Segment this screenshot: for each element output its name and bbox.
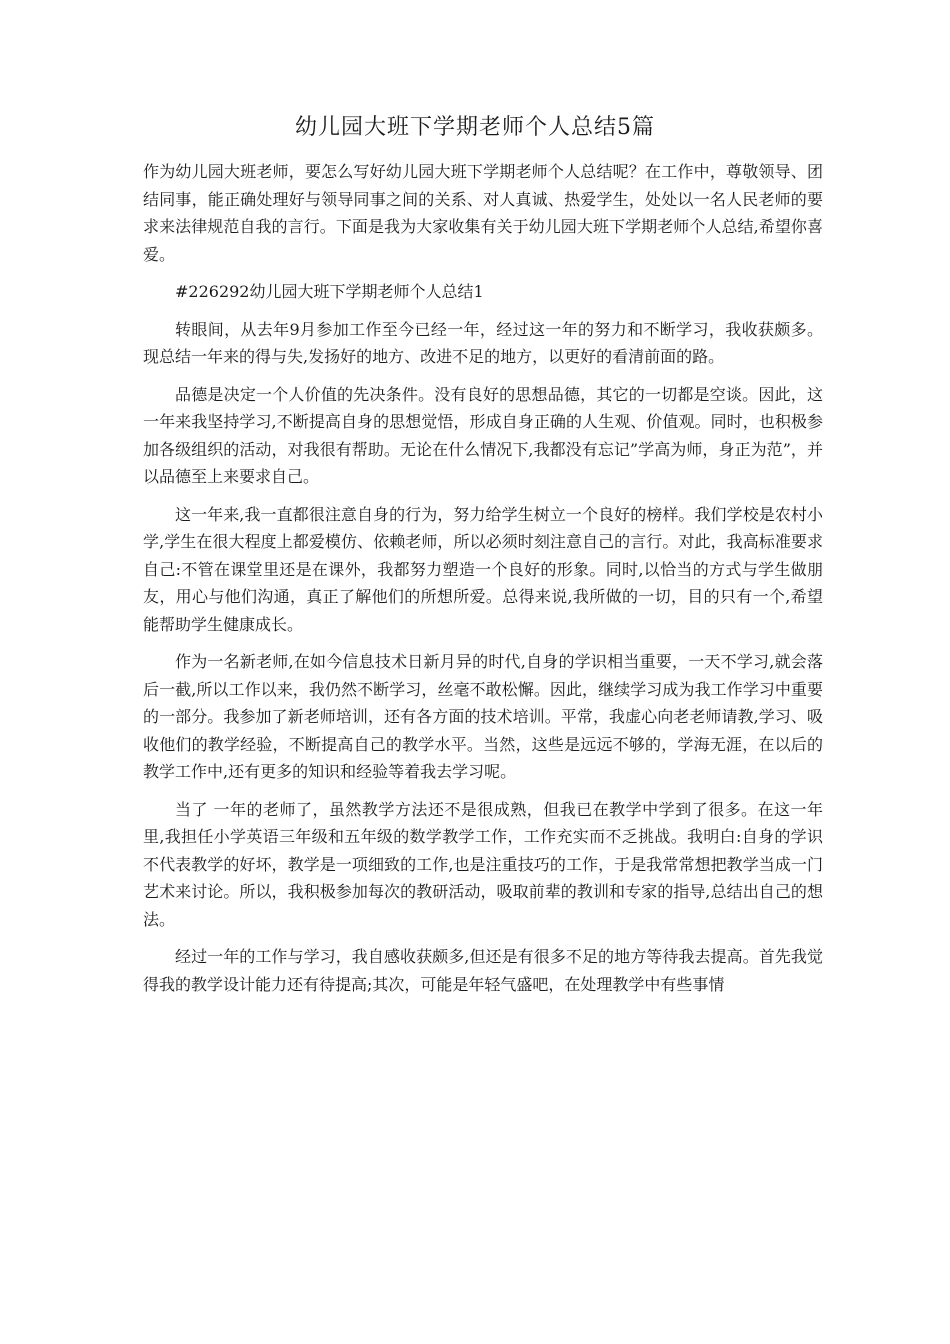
section-heading: #226292幼儿园大班下学期老师个人总结1	[175, 282, 484, 301]
document-title: 幼儿园大班下学期老师个人总结5篇	[295, 115, 655, 140]
body-paragraph: 这一年来,我一直都很注意自身的行为，努力给学生树立一个良好的榜样。我们学校是农村小学,学生在很大程度上都爱模仿、依赖老师，所以必须时刻注意自己的言行。对此，我高标准要求自己:不管在课堂里还是在课外，我都努力塑造一个良好的形象。同时,以恰当的方式与学生做朋友，用心与他们沟通，真正了解他们的所想所爱。总得来说,我所做的一切，目的只有一个,希望能帮助学生健康成长。	[143, 504, 823, 634]
body-paragraph: 当了 一年的老师了，虽然教学方法还不是很成熟，但我已在教学中学到了很多。在这一年里,我担任小学英语三年级和五年级的数学教学工作，工作充实而不乏挑战。我明白:自身的学识不代表教学的好坏，教学是一项细致的工作,也是注重技巧的工作，于是我常常想把教学当成一门艺术来讨论。所以，我积极参加每次的教研活动，吸取前辈的教训和专家的指导,总结出自己的想法。	[143, 799, 823, 929]
body-paragraph: 转眼间，从去年9月参加工作至今已经一年，经过这一年的努力和不断学习，我收获颇多。现总结一年来的得与失,发扬好的地方、改进不足的地方，以更好的看清前面的路。	[143, 319, 823, 366]
intro-paragraph: 作为幼儿园大班老师，要怎么写好幼儿园大班下学期老师个人总结呢？在工作中，尊敬领导、团结同事，能正确处理好与领导同事之间的关系、对人真诚、热爱学生，处处以一名人民老师的要求来法律规范自我的言行。下面是我为大家收集有关于幼儿园大班下学期老师个人总结,希望你喜爱。	[143, 162, 823, 264]
document-body	[143, 158, 823, 1008]
body-paragraph: 作为一名新老师,在如今信息技术日新月异的时代,自身的学识相当重要，一天不学习,就会落后一截,所以工作以来，我仍然不断学习，丝毫不敢松懈。因此，继续学习成为我工作学习中重要的一部分。我参加了新老师培训，还有各方面的技术培训。平常，我虚心向老老师请教,学习、吸收他们的教学经验，不断提高自己的教学水平。当然，这些是远远不够的，学海无涯，在以后的教学工作中,还有更多的知识和经验等着我去学习呢。	[143, 652, 823, 781]
body-paragraph: 经过一年的工作与学习，我自感收获颇多,但还是有很多不足的地方等待我去提高。首先我觉得我的教学设计能力还有待提高;其次，可能是年轻气盛吧，在处理教学中有些事情	[143, 947, 823, 994]
body-paragraph: 品德是决定一个人价值的先决条件。没有良好的思想品德，其它的一切都是空谈。因此，这一年来我坚持学习,不断提高自身的思想觉悟，形成自身正确的人生观、价值观。同时，也积极参加各级组织的活动，对我很有帮助。无论在什么情况下,我都没有忘记”学高为师，身正为范”，并以品德至上来要求自己。	[143, 384, 823, 486]
